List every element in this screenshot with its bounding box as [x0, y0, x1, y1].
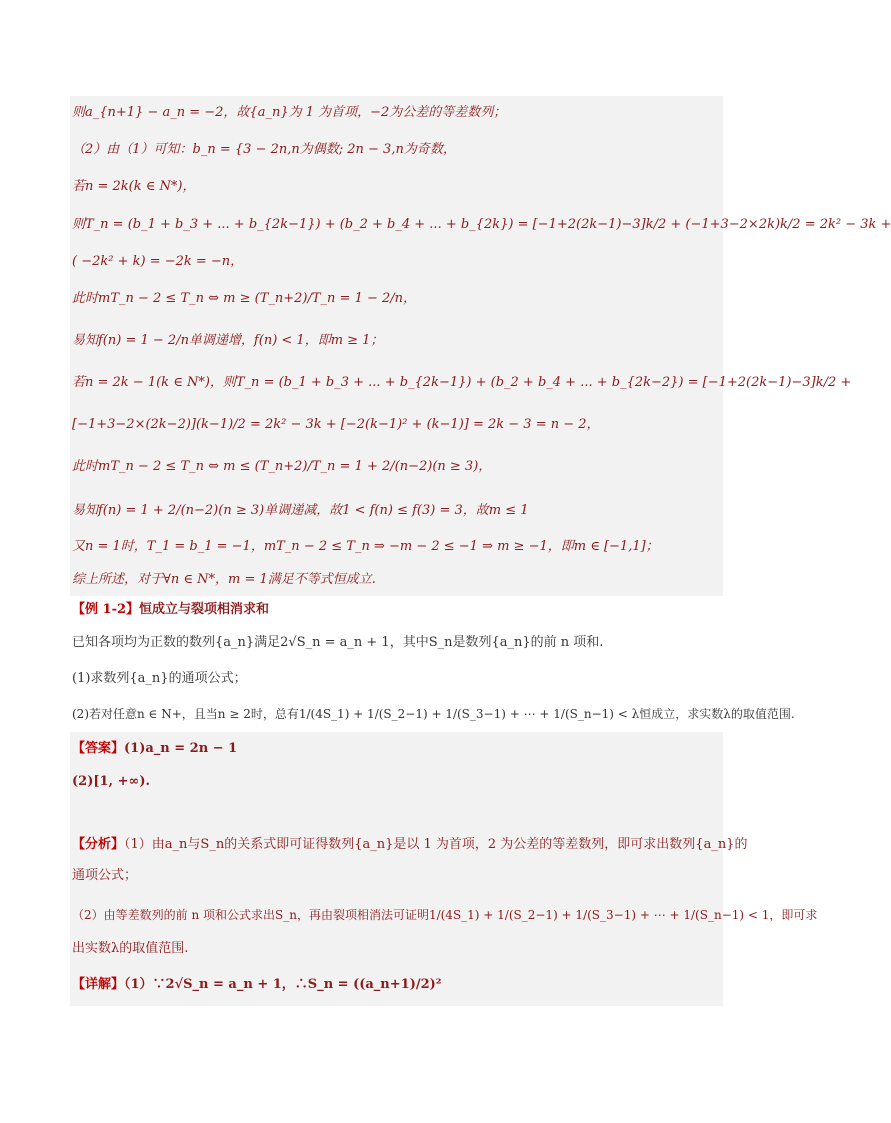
analysis-line-4: 出实数λ的取值范围.	[72, 941, 189, 956]
detail-line-1	[72, 976, 722, 994]
solution-line-7: 易知f(n) = 1 − 2/n单调递增，f(n) < 1，即m ≥ 1；	[72, 333, 384, 348]
solution-line-6: 此时mT_n − 2 ≤ T_n ⇔ m ≥ (T_n+2)/T_n = 1 − 2/n，	[72, 291, 417, 306]
analysis-line-2: 通项公式；	[72, 868, 138, 883]
solution-line-13: 综上所述，对于∀n ∈ N*，m = 1满足不等式恒成立.	[72, 572, 376, 587]
solution-line-2: （2）由（1）可知：b_n = {3 − 2n,n为偶数; 2n − 3,n为奇数，	[72, 142, 456, 157]
answer-tag: 【答案】	[72, 741, 125, 756]
solution-line-4: 则T_n = (b_1 + b_3 + ... + b_{2k−1}) + (b_2 + b_4 + ... + b_{2k}) = [−1+2(2k−1)−3]k/2 + (−1+3−2×2k)k/2 = 2k² − 3k +	[72, 217, 891, 232]
example-tag: 【例 1-2】	[72, 602, 140, 617]
analysis-tag: 【分析】	[72, 837, 125, 852]
detail-1: （1）∵2√S_n = a_n + 1，∴S_n = ((a_n+1)/2)²	[124, 977, 442, 992]
solution-line-10: 此时mT_n − 2 ≤ T_n ⇔ m ≤ (T_n+2)/T_n = 1 + 2/(n−2)(n ≥ 3)，	[72, 459, 492, 474]
analysis-p1: （1）由a_n与S_n的关系式即可证得数列{a_n}是以 1 为首项，2 为公差的等差数列，即可求出数列{a_n}的	[124, 837, 748, 852]
solution-line-8: 若n = 2k − 1(k ∈ N*)，则T_n = (b_1 + b_3 + ... + b_{2k−1}) + (b_2 + b_4 + ... + b_{2k−2}) = [−1+2(2k−1)−3]k/2 +	[72, 375, 852, 390]
solution-line-5: ( −2k² + k) = −2k = −n，	[72, 254, 244, 269]
question-1: (1)求数列{a_n}的通项公式；	[72, 671, 247, 686]
solution-line-9: [−1+3−2×(2k−2)](k−1)/2 = 2k² − 3k + [−2(k−1)² + (k−1)] = 2k − 3 = n − 2，	[72, 417, 600, 432]
analysis-line-3: （2）由等差数列的前 n 项和公式求出S_n，再由裂项相消法可证明1/(4S_1) + 1/(S_2−1) + 1/(S_3−1) + ⋯ + 1/(S_n−1) < 1，即可求	[72, 908, 818, 922]
example-title: 恒成立与裂项相消求和	[139, 602, 270, 617]
answer-2: (2)[1, +∞).	[72, 774, 150, 789]
detail-tag: 【详解】	[72, 977, 125, 992]
question-2: (2)若对任意n ∈ N+，且当n ≥ 2时，总有1/(4S_1) + 1/(S_2−1) + 1/(S_3−1) + ⋯ + 1/(S_n−1) < λ恒成立，求实数λ的取值范围.	[72, 707, 795, 721]
solution-line-12: 又n = 1时，T_1 = b_1 = −1，mT_n − 2 ≤ T_n ⇒ −m − 2 ≤ −1 ⇒ m ≥ −1，即m ∈ [−1,1]；	[72, 539, 659, 554]
solution-line-3: 若n = 2k(k ∈ N*)，	[72, 179, 196, 194]
answer-line-1	[72, 740, 722, 758]
example-heading	[72, 601, 722, 619]
analysis-line-1	[72, 836, 748, 854]
solution-line-11: 易知f(n) = 1 + 2/(n−2)(n ≥ 3)单调递减，故1 < f(n) ≤ f(3) = 3，故m ≤ 1	[72, 503, 529, 518]
solution-line-1: 则a_{n+1} − a_n = −2，故{a_n}为 1 为首项，−2为公差的等差数列；	[72, 105, 507, 120]
example-stem: 已知各项均为正数的数列{a_n}满足2√S_n = a_n + 1，其中S_n是数列{a_n}的前 n 项和.	[72, 635, 604, 650]
answer-1: (1)a_n = 2n − 1	[124, 741, 238, 756]
